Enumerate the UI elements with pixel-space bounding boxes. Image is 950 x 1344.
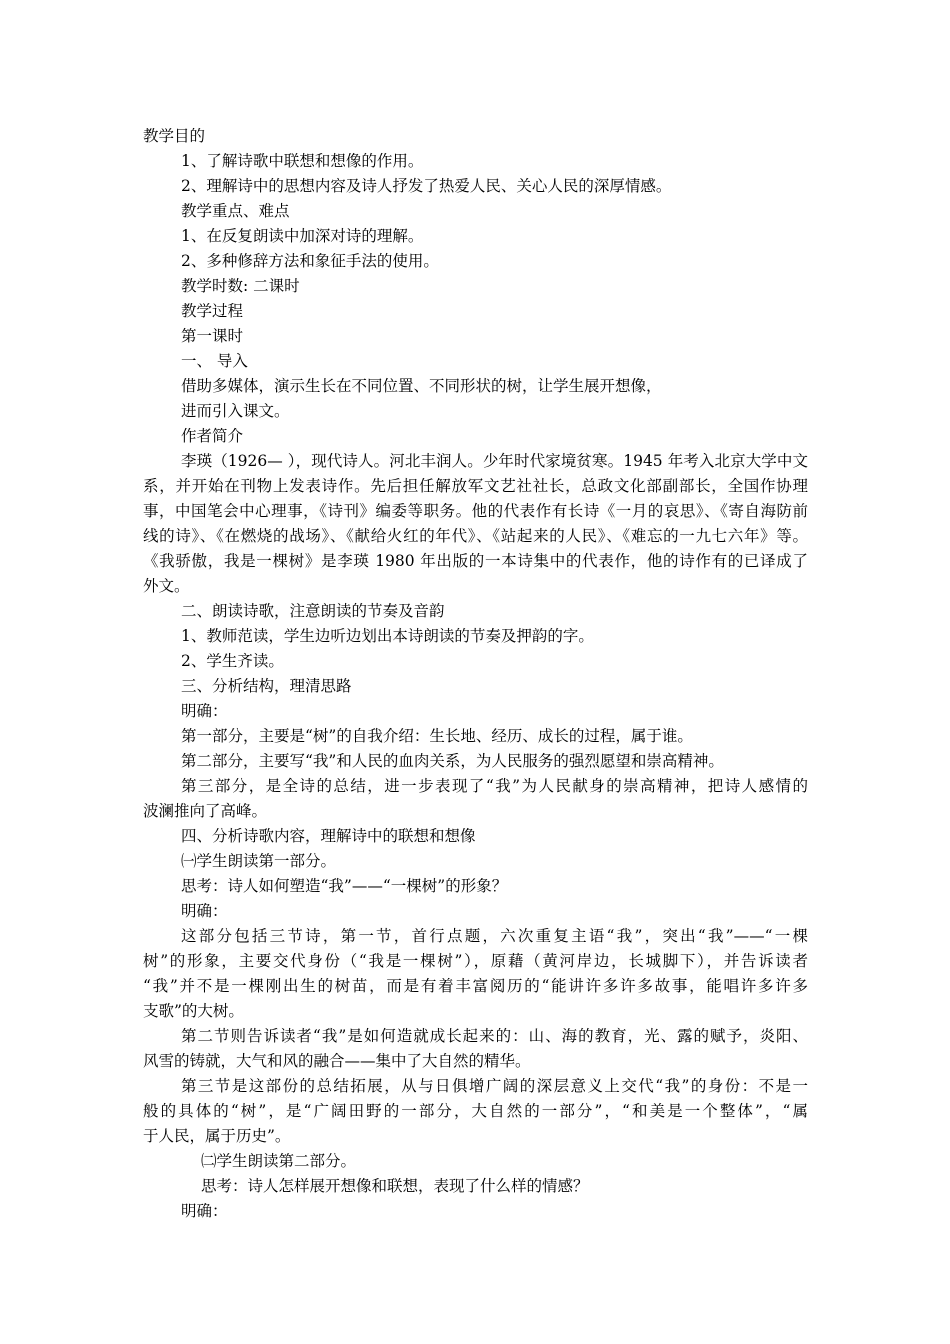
paragraph-line: 这部分包括三节诗，第一节，首行点题，六次重复主语“我”，突出“我”——“一棵 xyxy=(181,927,808,945)
paragraph-line: 借助多媒体，演示生长在不同位置、不同形状的树，让学生展开想像， xyxy=(181,377,662,395)
structure-paragraph xyxy=(143,774,808,824)
heading-teaching-goals: 教学目的 xyxy=(143,127,206,145)
goal-item: 1、了解诗歌中联想和想像的作用。 xyxy=(181,152,424,170)
answer-label: 明确： xyxy=(181,902,228,920)
reading-item: 1、教师范读，学生边听边划出本诗朗读的节奏及押韵的字。 xyxy=(181,627,594,645)
structure-item: 第一部分，主要是“树”的自我介绍：生长地、经历、成长的过程，属于谁。 xyxy=(181,727,693,745)
question: 思考：诗人怎样展开想像和联想，表现了什么样的情感？ xyxy=(201,1177,589,1195)
paragraph-line: 外文。 xyxy=(143,577,190,595)
paragraph-line: 进而引入课文。 xyxy=(181,402,290,420)
sub-section-part-one: ㈠学生朗读第一部分。 xyxy=(181,852,337,870)
paragraph-line: 第二节则告诉读者“我”是如何造就成长起来的：山、海的教育，光、露的赋予，炎阳、 xyxy=(181,1027,808,1045)
paragraph-line: 风雪的铸就，大气和风的融合——集中了大自然的精华。 xyxy=(143,1052,531,1070)
paragraph-line: 线的诗》、《在燃烧的战场》、《献给火红的年代》、《站起来的人民》、《难忘的一九七六年》等。 xyxy=(143,527,808,545)
paragraph-line: 系，并开始在刊物上发表诗作。先后担任解放军文艺社社长，总政文化部副部长，全国作协理 xyxy=(143,477,808,495)
structure-item: 第二部分，主要写“我”和人民的血肉关系，为人民服务的强烈愿望和崇高精神。 xyxy=(181,752,724,770)
class-hours: 教学时数: 二课时 xyxy=(181,277,300,295)
paragraph-line: 事，中国笔会中心理事，《诗刊》编委等职务。他的代表作有长诗《一月的哀思》、《寄自海防前 xyxy=(143,502,808,520)
paragraph-line: 波澜推向了高峰。 xyxy=(143,802,268,820)
analysis-paragraph-1 xyxy=(143,924,808,1024)
section-introduction: 一、 导入 xyxy=(181,352,248,370)
paragraph-line: 支歌”的大树。 xyxy=(143,1002,244,1020)
paragraph-line: 于人民，属于历史”。 xyxy=(143,1127,291,1145)
heading-author-intro: 作者简介 xyxy=(181,427,244,445)
key-point-item: 1、在反复朗读中加深对诗的理解。 xyxy=(181,227,424,245)
paragraph-line: 第三节是这部份的总结拓展，从与日俱增广阔的深层意义上交代“我”的身份：不是一 xyxy=(181,1077,808,1095)
section-content-analysis: 四、分析诗歌内容，理解诗中的联想和想像 xyxy=(181,827,476,845)
answer-label: 明确： xyxy=(181,1202,228,1220)
paragraph-line: 第三部分，是全诗的总结，进一步表现了“我”为人民献身的崇高精神，把诗人感情的 xyxy=(181,777,808,795)
section-structure: 三、分析结构，理清思路 xyxy=(181,677,352,695)
paragraph-line: 《我骄傲，我是一棵树》是李瑛 1980 年出版的一本诗集中的代表作，他的诗作有的已译成了 xyxy=(143,552,808,570)
author-bio-paragraph xyxy=(143,449,808,599)
key-point-item: 2、多种修辞方法和象征手法的使用。 xyxy=(181,252,439,270)
heading-key-points: 教学重点、难点 xyxy=(181,202,290,220)
section-reading: 二、朗读诗歌，注意朗读的节奏及音韵 xyxy=(181,602,445,620)
reading-item: 2、学生齐读。 xyxy=(181,652,284,670)
analysis-paragraph-2 xyxy=(143,1024,808,1074)
paragraph-line: “我”并不是一棵刚出生的树苗，而是有着丰富阅历的“能讲许多许多故事，能唱许多许多 xyxy=(143,977,808,995)
paragraph-line: 树”的形象，主要交代身份（“我是一棵树”），原藉（黄河岸边，长城脚下），并告诉读者 xyxy=(143,952,808,970)
answer-label: 明确： xyxy=(181,702,228,720)
document-body xyxy=(143,124,808,1224)
paragraph-line: 般的具体的“树”，是“广阔田野的一部分，大自然的一部分”，“和美是一个整体”，“属 xyxy=(143,1102,808,1120)
goal-item: 2、理解诗中的思想内容及诗人抒发了热爱人民、关心人民的深厚情感。 xyxy=(181,177,672,195)
heading-first-lesson: 第一课时 xyxy=(181,327,244,345)
sub-section-part-two: ㈡学生朗读第二部分。 xyxy=(201,1152,357,1170)
question: 思考：诗人如何塑造“我”——“一棵树”的形象？ xyxy=(181,877,508,895)
heading-teaching-process: 教学过程 xyxy=(181,302,244,320)
analysis-paragraph-3 xyxy=(143,1074,808,1149)
paragraph-line: 李瑛（1926— ），现代诗人。河北丰润人。少年时代家境贫寒。1945 年考入北京大学中文 xyxy=(181,452,808,470)
